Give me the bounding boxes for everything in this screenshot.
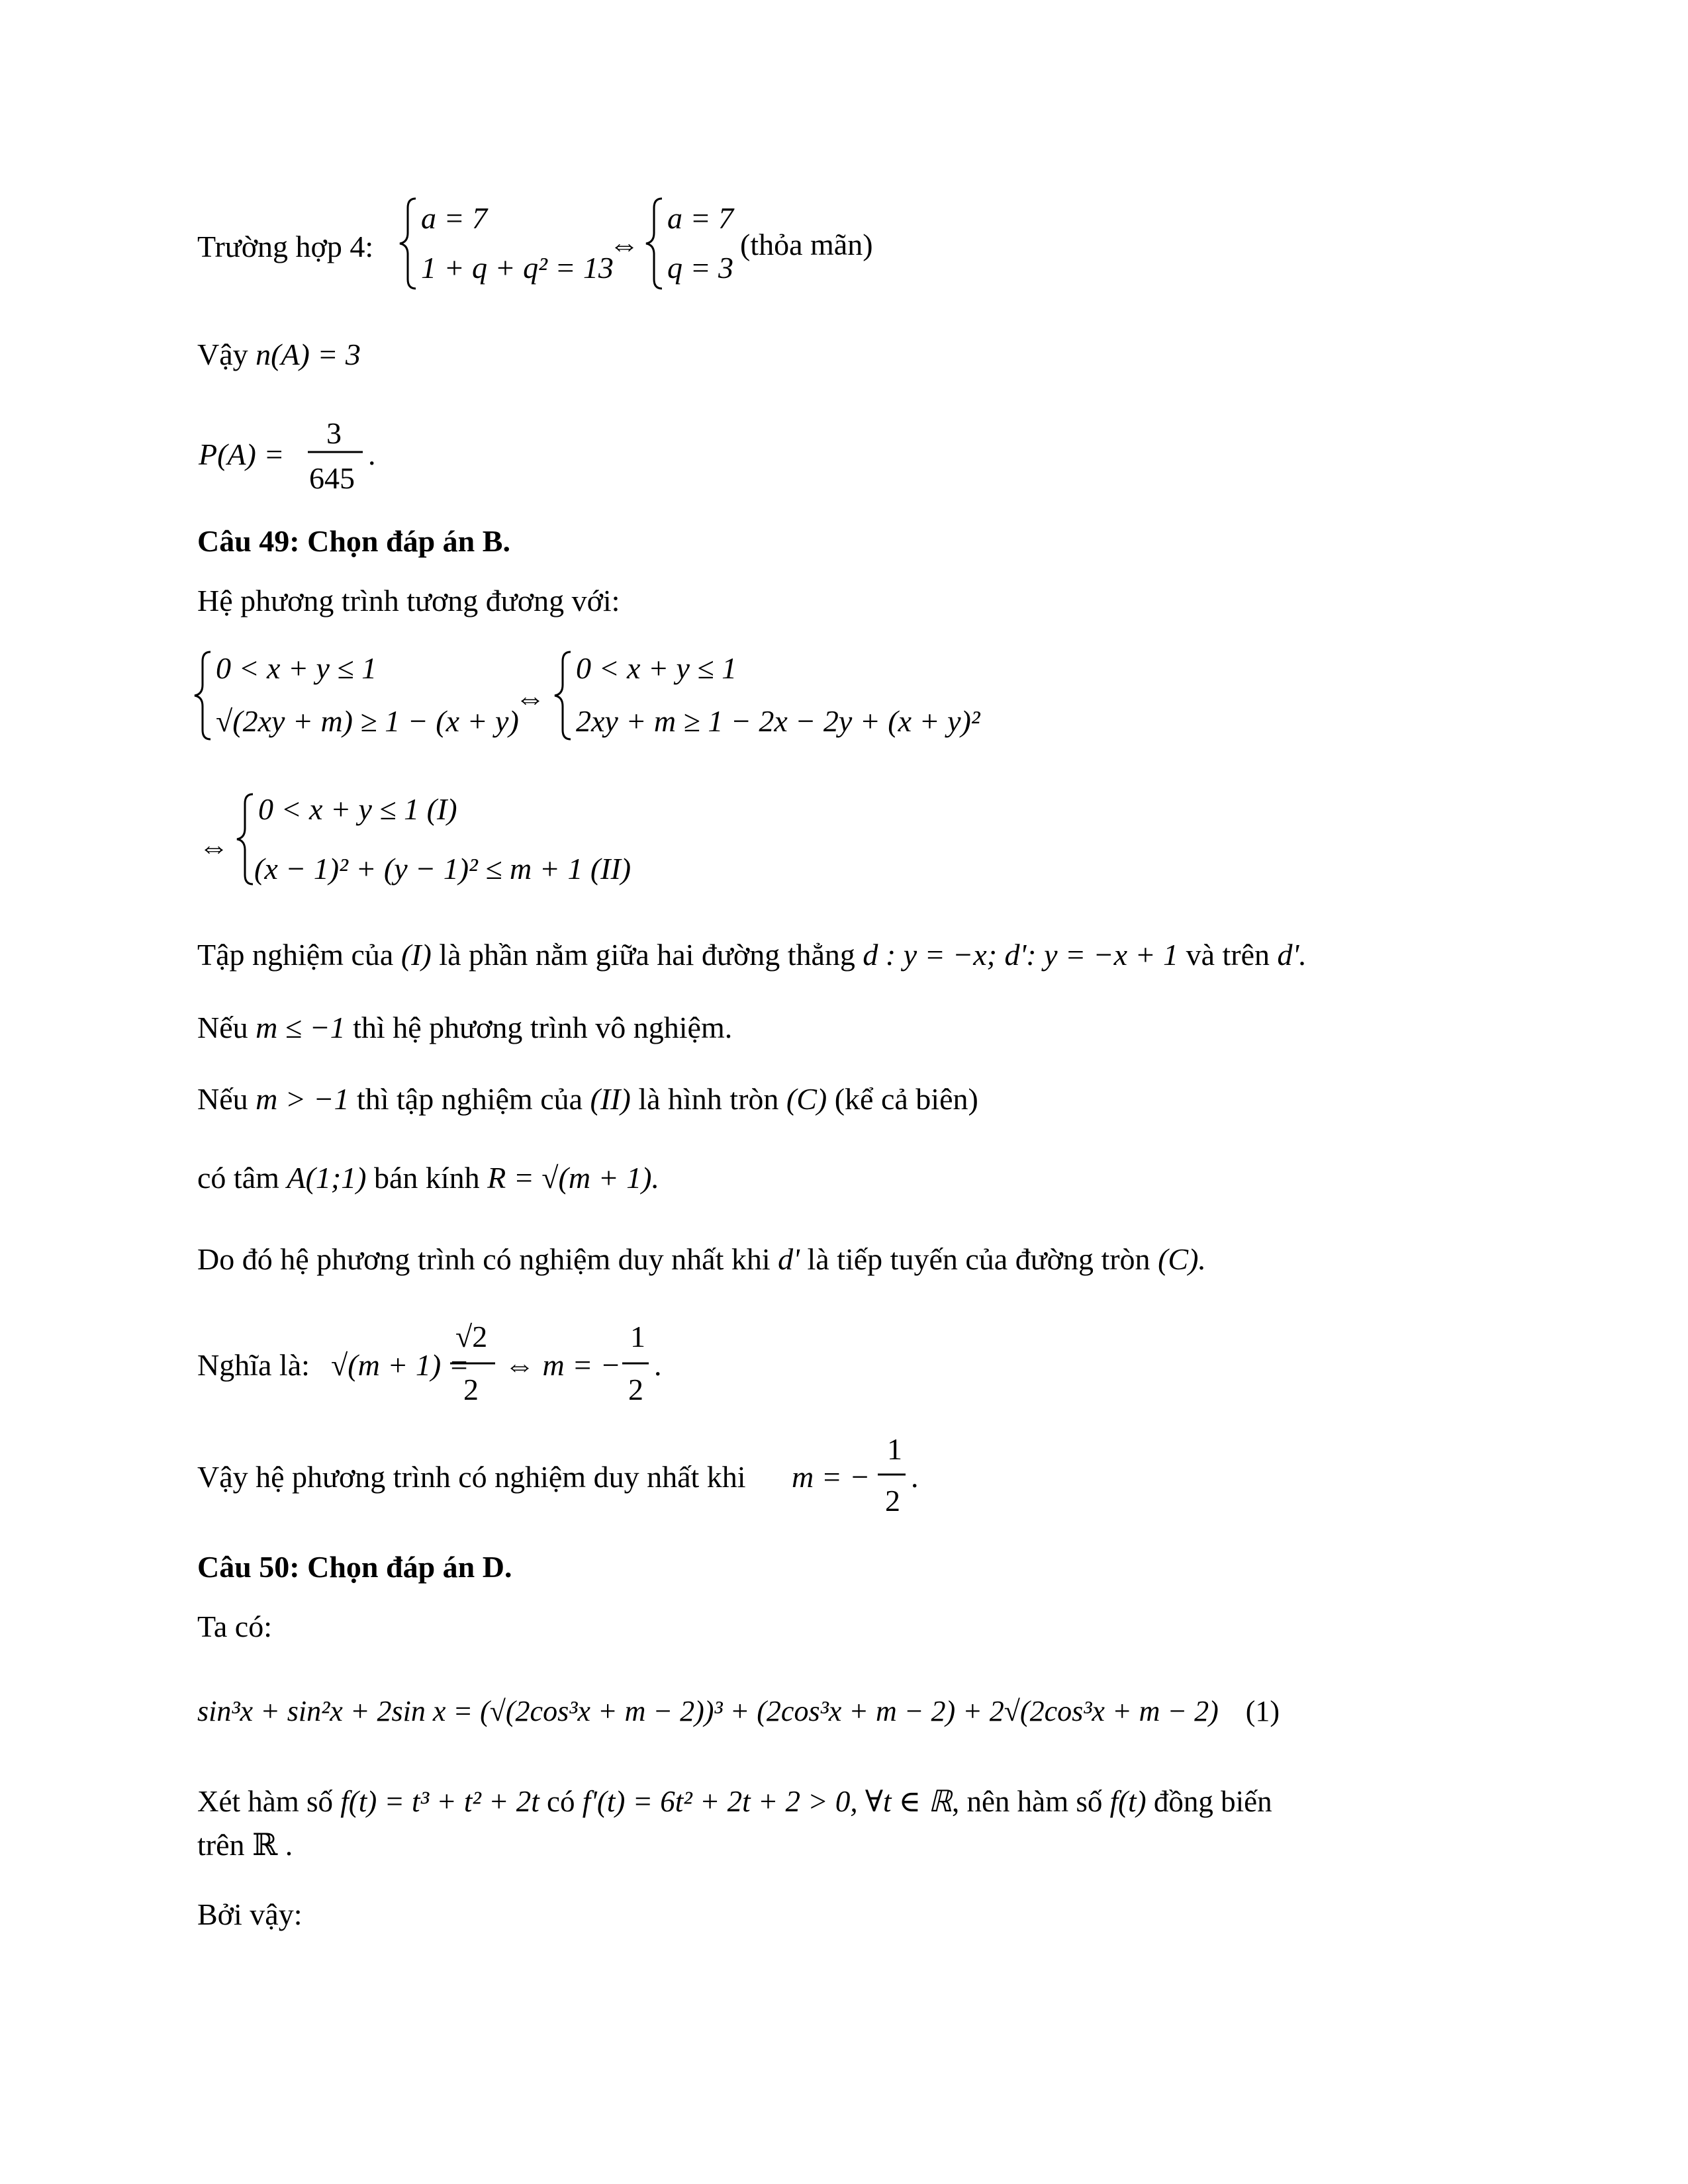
question-49-title: Câu 49: Chọn đáp án B. — [197, 524, 510, 558]
text: thì tập nghiệm của — [356, 1082, 583, 1116]
meaning-numerator-2: 1 — [630, 1320, 645, 1353]
sys2-line1: a = 7 — [667, 201, 734, 235]
satisfied-note: (thỏa mãn) — [740, 228, 873, 261]
math: (C) — [786, 1082, 827, 1116]
equation-1: sin³x + sin²x + 2sin x = (√(2cos³x + m − 2))³ + (2cos³x + m − 2) + 2√(2cos³x + m − 2) — [197, 1695, 1219, 1727]
p-A-denominator: 645 — [309, 461, 355, 495]
meaning-numerator: √2 — [455, 1320, 488, 1353]
math: A(1;1) — [287, 1161, 367, 1195]
math: m > −1 — [256, 1082, 350, 1116]
text: có — [547, 1785, 575, 1818]
math: d : y = −x; d': y = −x + 1 — [863, 938, 1179, 972]
math: (I) — [400, 938, 432, 972]
math: m ≤ −1 — [256, 1011, 346, 1044]
therefore-line: Bởi vậy: — [197, 1897, 303, 1931]
text: Tập nghiệm của — [197, 938, 394, 972]
function-line — [197, 1784, 1272, 1819]
text: Do đó hệ phương trình có nghiệm duy nhất khi — [197, 1242, 771, 1276]
n-A-expr: n(A) = 3 — [256, 338, 361, 371]
math: (C). — [1158, 1242, 1206, 1276]
question-49-intro: Hệ phương trình tương đương với: — [197, 584, 620, 617]
conclusion-denominator: 2 — [885, 1484, 900, 1518]
text: đồng biến — [1153, 1785, 1272, 1818]
text: là phần nằm giữa hai đường thẳng — [439, 938, 855, 972]
sysA-line2: √(2xy + m) ≥ 1 − (x + y) — [216, 704, 519, 738]
sys1-line1: a = 7 — [421, 201, 488, 235]
conclusion-m: m = − — [792, 1460, 870, 1494]
sys2-line2: q = 3 — [667, 251, 734, 285]
p-A-lhs: P(A) = — [199, 437, 285, 471]
sysB-line2: 2xy + m ≥ 1 − 2x − 2y + (x + y)² — [576, 704, 980, 738]
math: d'. — [1277, 938, 1307, 972]
math: f'(t) = 6t² + 2t + 2 > 0, ∀t ∈ ℝ — [582, 1785, 952, 1818]
text: (kể cả biên) — [834, 1082, 978, 1116]
sysA-line1: 0 < x + y ≤ 1 — [216, 651, 377, 685]
conclusion-text: Vậy hệ phương trình có nghiệm duy nhất khi — [197, 1460, 746, 1494]
conclusion-end: . — [911, 1460, 919, 1494]
text: Nếu — [197, 1082, 248, 1116]
p-A-numerator: 3 — [326, 416, 342, 450]
meaning-equiv: ⇔ m = − — [504, 1348, 621, 1382]
math: (II) — [590, 1082, 631, 1116]
meaning-end: . — [654, 1348, 662, 1382]
text: thì hệ phương trình vô nghiệm. — [353, 1011, 733, 1044]
text: là tiếp tuyến của đường tròn — [807, 1242, 1150, 1276]
question-50-title: Câu 50: Chọn đáp án D. — [197, 1550, 512, 1584]
math: f(t) = t³ + t² + 2t — [340, 1785, 539, 1818]
equiv-symbol: ⇔ — [199, 830, 229, 864]
case-4-label: Trường hợp 4: — [197, 230, 374, 263]
meaning-denominator: 2 — [463, 1373, 479, 1406]
meaning-denominator-2: 2 — [628, 1373, 643, 1406]
sys1-line2: 1 + q + q² = 13 — [421, 251, 614, 285]
equation-1-tag: (1) — [1245, 1695, 1280, 1727]
equiv-symbol: ⇔ — [609, 228, 639, 261]
text: có tâm — [197, 1161, 279, 1195]
math: f(t) — [1109, 1785, 1147, 1818]
conclusion-numerator: 1 — [887, 1432, 902, 1466]
p-A-end: . — [368, 437, 376, 471]
text: Xét hàm số — [197, 1785, 333, 1818]
equiv-symbol: ⇔ — [515, 681, 545, 715]
question-50-intro: Ta có: — [197, 1610, 273, 1643]
meaning-lhs: √(m + 1) = — [331, 1348, 469, 1382]
sysC-line2: (x − 1)² + (y − 1)² ≤ m + 1 (II) — [254, 852, 632, 886]
function-line-2: trên ℝ . — [197, 1828, 293, 1862]
math: d' — [778, 1242, 800, 1276]
sysC-line1: 0 < x + y ≤ 1 (I) — [258, 792, 457, 826]
text: Nếu — [197, 1011, 248, 1044]
text: và trên — [1186, 938, 1270, 972]
n-A-prefix: Vậy — [197, 338, 248, 371]
equation-1-line — [197, 1694, 1280, 1729]
text: , nên hàm số — [951, 1785, 1103, 1818]
sysB-line1: 0 < x + y ≤ 1 — [576, 651, 737, 685]
text: bán kính — [373, 1161, 480, 1195]
text: là hình tròn — [638, 1082, 779, 1116]
meaning-label: Nghĩa là: — [197, 1348, 310, 1382]
math: R = √(m + 1). — [487, 1161, 659, 1195]
